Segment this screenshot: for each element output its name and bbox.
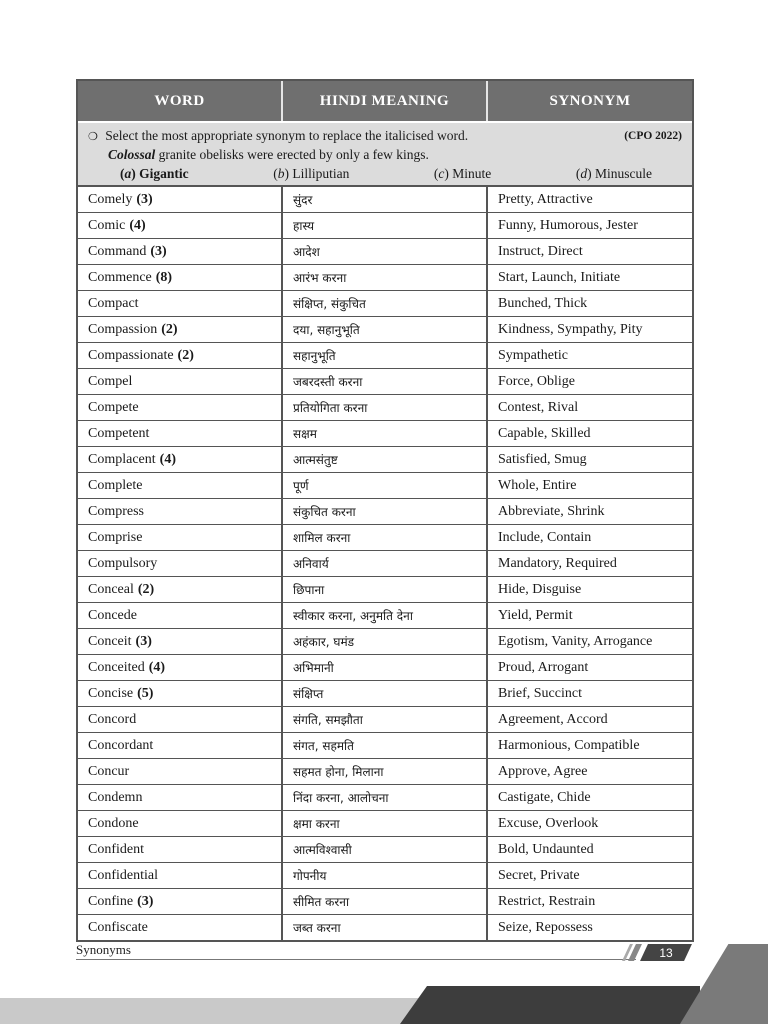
table-row	[78, 551, 692, 577]
cell-synonym: Abbreviate, Shrink	[488, 499, 692, 524]
word-frequency: (3)	[137, 893, 154, 909]
word-text: Compact	[88, 295, 139, 311]
cell-synonym: Proud, Arrogant	[488, 655, 692, 680]
table-row	[78, 837, 692, 863]
cell-hindi-meaning: प्रतियोगिता करना	[283, 395, 488, 420]
cell-hindi-meaning: क्षमा करना	[283, 811, 488, 836]
italicised-word: Colossal	[108, 147, 156, 162]
cell-word	[78, 785, 283, 810]
word-frequency: (4)	[159, 451, 176, 467]
cell-word	[78, 811, 283, 836]
table-row	[78, 811, 692, 837]
cell-hindi-meaning: संक्षिप्त, संकुचित	[283, 291, 488, 316]
cell-hindi-meaning: आरंभ करना	[283, 265, 488, 290]
table-row	[78, 655, 692, 681]
cell-hindi-meaning: पूर्ण	[283, 473, 488, 498]
word-text: Compassion	[88, 321, 158, 337]
table-row	[78, 499, 692, 525]
cell-hindi-meaning: आदेश	[283, 239, 488, 264]
word-text: Condemn	[88, 789, 143, 805]
cell-synonym: Yield, Permit	[488, 603, 692, 628]
cell-hindi-meaning: शामिल करना	[283, 525, 488, 550]
table-row	[78, 525, 692, 551]
word-text: Compassionate	[88, 347, 174, 363]
cell-word	[78, 213, 283, 238]
table-header	[78, 81, 692, 121]
word-frequency: (2)	[161, 321, 178, 337]
table-row	[78, 447, 692, 473]
cell-hindi-meaning: सुंदर	[283, 187, 488, 212]
word-text: Competent	[88, 425, 150, 441]
word-text: Conceited	[88, 659, 145, 675]
cell-word	[78, 733, 283, 758]
cell-word	[78, 603, 283, 628]
table-row	[78, 733, 692, 759]
word-frequency: (3)	[136, 191, 153, 207]
table-row	[78, 915, 692, 940]
word-text: Compress	[88, 503, 144, 519]
table-row	[78, 863, 692, 889]
table-row	[78, 239, 692, 265]
table-row	[78, 603, 692, 629]
cell-synonym: Start, Launch, Initiate	[488, 265, 692, 290]
cell-word	[78, 239, 283, 264]
cell-word	[78, 317, 283, 342]
cell-hindi-meaning: हास्य	[283, 213, 488, 238]
word-text: Confine	[88, 893, 134, 909]
footer-divider	[76, 959, 636, 960]
cell-hindi-meaning: आत्मसंतुष्ट	[283, 447, 488, 472]
word-text: Concord	[88, 711, 137, 727]
word-frequency: (4)	[129, 217, 146, 233]
word-text: Confidential	[88, 867, 158, 883]
word-text: Comely	[88, 191, 133, 207]
option-b: (b) Lilliputian	[273, 166, 350, 181]
word-text: Compete	[88, 399, 139, 415]
cell-synonym: Restrict, Restrain	[488, 889, 692, 914]
word-text: Concede	[88, 607, 137, 623]
cell-word	[78, 629, 283, 654]
bottom-decor-corner	[680, 944, 768, 1024]
header-synonym: SYNONYM	[549, 92, 631, 109]
table-row	[78, 265, 692, 291]
cell-synonym: Instruct, Direct	[488, 239, 692, 264]
cell-word	[78, 447, 283, 472]
cell-synonym: Pretty, Attractive	[488, 187, 692, 212]
word-frequency: (2)	[177, 347, 194, 363]
cell-word	[78, 265, 283, 290]
word-text: Conceal	[88, 581, 134, 597]
cell-synonym: Agreement, Accord	[488, 707, 692, 732]
cell-hindi-meaning: जबरदस्ती करना	[283, 369, 488, 394]
cell-hindi-meaning: छिपाना	[283, 577, 488, 602]
bottom-decor-dark	[400, 986, 700, 1024]
word-text: Confident	[88, 841, 144, 857]
word-text: Commence	[88, 269, 152, 285]
question-prompt: Select the most appropriate synonym to replace the italicised word.	[105, 128, 469, 143]
cell-synonym: Secret, Private	[488, 863, 692, 888]
table-row	[78, 395, 692, 421]
table-row	[78, 343, 692, 369]
cell-synonym: Capable, Skilled	[488, 421, 692, 446]
synonym-table	[76, 79, 694, 942]
sentence-rest: granite obelisks were erected by only a few kings.	[155, 147, 429, 162]
option-a: (a) Gigantic	[120, 166, 189, 181]
header-word: WORD	[78, 81, 283, 121]
word-text: Command	[88, 243, 147, 259]
table-row	[78, 707, 692, 733]
cell-hindi-meaning: आत्मविश्वासी	[283, 837, 488, 862]
cell-hindi-meaning: सहानुभूति	[283, 343, 488, 368]
word-frequency: (8)	[155, 269, 173, 285]
table-row	[78, 187, 692, 213]
word-text: Complete	[88, 477, 143, 493]
table-row	[78, 577, 692, 603]
table-row	[78, 369, 692, 395]
word-text: Condone	[88, 815, 139, 831]
cell-synonym: Brief, Succinct	[488, 681, 692, 706]
cell-hindi-meaning: गोपनीय	[283, 863, 488, 888]
cell-synonym: Contest, Rival	[488, 395, 692, 420]
footer-section-title: Synonyms	[76, 942, 131, 957]
word-text: Comic	[88, 217, 126, 233]
cell-word	[78, 291, 283, 316]
cell-hindi-meaning: सहमत होना, मिलाना	[283, 759, 488, 784]
cell-synonym: Mandatory, Required	[488, 551, 692, 576]
cell-synonym: Egotism, Vanity, Arrogance	[488, 629, 692, 654]
cell-word	[78, 759, 283, 784]
cell-word	[78, 525, 283, 550]
table-row	[78, 889, 692, 915]
word-text: Concur	[88, 763, 130, 779]
cell-hindi-meaning: संक्षिप्त	[283, 681, 488, 706]
cell-synonym: Excuse, Overlook	[488, 811, 692, 836]
cell-word	[78, 473, 283, 498]
cell-word	[78, 499, 283, 524]
cell-word	[78, 421, 283, 446]
table-body	[78, 187, 692, 940]
cell-synonym: Bold, Undaunted	[488, 837, 692, 862]
table-row	[78, 759, 692, 785]
cell-word	[78, 369, 283, 394]
table-row	[78, 785, 692, 811]
cell-hindi-meaning: अनिवार्य	[283, 551, 488, 576]
bullet-icon: ❍	[88, 130, 98, 143]
cell-synonym: Harmonious, Compatible	[488, 733, 692, 758]
word-frequency: (4)	[148, 659, 166, 675]
cell-hindi-meaning: संगत, सहमति	[283, 733, 488, 758]
cell-hindi-meaning: संगति, समझौता	[283, 707, 488, 732]
cell-word	[78, 395, 283, 420]
table-row	[78, 421, 692, 447]
word-text: Comprise	[88, 529, 143, 545]
cell-hindi-meaning: सीमित करना	[283, 889, 488, 914]
cell-hindi-meaning: संकुचित करना	[283, 499, 488, 524]
question-sentence	[88, 146, 682, 164]
table-row	[78, 681, 692, 707]
word-text: Conceit	[88, 633, 132, 649]
cell-synonym: Castigate, Chide	[488, 785, 692, 810]
option-c: (c) Minute	[433, 166, 492, 181]
cell-synonym: Approve, Agree	[488, 759, 692, 784]
cell-hindi-meaning: अहंकार, घमंड	[283, 629, 488, 654]
cell-synonym: Whole, Entire	[488, 473, 692, 498]
word-text: Concordant	[88, 737, 154, 753]
cell-synonym: Satisfied, Smug	[488, 447, 692, 472]
table-row	[78, 317, 692, 343]
cell-word	[78, 551, 283, 576]
page-number: 13	[659, 945, 673, 960]
word-text: Confiscate	[88, 919, 148, 935]
table-row	[78, 291, 692, 317]
cell-synonym: Hide, Disguise	[488, 577, 692, 602]
word-text: Compel	[88, 373, 133, 389]
question-source: (CPO 2022)	[624, 130, 682, 142]
cell-synonym: Funny, Humorous, Jester	[488, 213, 692, 238]
cell-hindi-meaning: निंदा करना, आलोचना	[283, 785, 488, 810]
cell-word	[78, 681, 283, 706]
table-row	[78, 213, 692, 239]
word-frequency: (2)	[137, 581, 155, 597]
cell-hindi-meaning: जब्त करना	[283, 915, 488, 940]
word-text: Concise	[88, 685, 134, 701]
cell-synonym: Seize, Repossess	[488, 915, 692, 940]
option-d: (d) Minuscule	[575, 166, 652, 181]
cell-synonym: Include, Contain	[488, 525, 692, 550]
cell-synonym: Sympathetic	[488, 343, 692, 368]
cell-synonym: Kindness, Sympathy, Pity	[488, 317, 692, 342]
question-block	[78, 121, 692, 187]
word-text: Compulsory	[88, 555, 158, 571]
cell-word	[78, 837, 283, 862]
cell-word	[78, 655, 283, 680]
cell-word	[78, 707, 283, 732]
question-options	[88, 164, 682, 183]
word-frequency: (3)	[150, 243, 167, 259]
cell-word	[78, 577, 283, 602]
word-text: Complacent	[88, 451, 156, 467]
cell-hindi-meaning: स्वीकार करना, अनुमति देना	[283, 603, 488, 628]
cell-hindi-meaning: सक्षम	[283, 421, 488, 446]
cell-word	[78, 863, 283, 888]
cell-hindi-meaning: दया, सहानुभूति	[283, 317, 488, 342]
cell-word	[78, 915, 283, 940]
table-row	[78, 473, 692, 499]
word-frequency: (5)	[137, 685, 154, 701]
cell-word	[78, 889, 283, 914]
word-frequency: (3)	[135, 633, 152, 649]
cell-hindi-meaning: अभिमानी	[283, 655, 488, 680]
header-hindi-meaning: HINDI MEANING	[283, 81, 488, 121]
table-row	[78, 629, 692, 655]
cell-synonym: Force, Oblige	[488, 369, 692, 394]
cell-word	[78, 187, 283, 212]
cell-word	[78, 343, 283, 368]
cell-synonym: Bunched, Thick	[488, 291, 692, 316]
